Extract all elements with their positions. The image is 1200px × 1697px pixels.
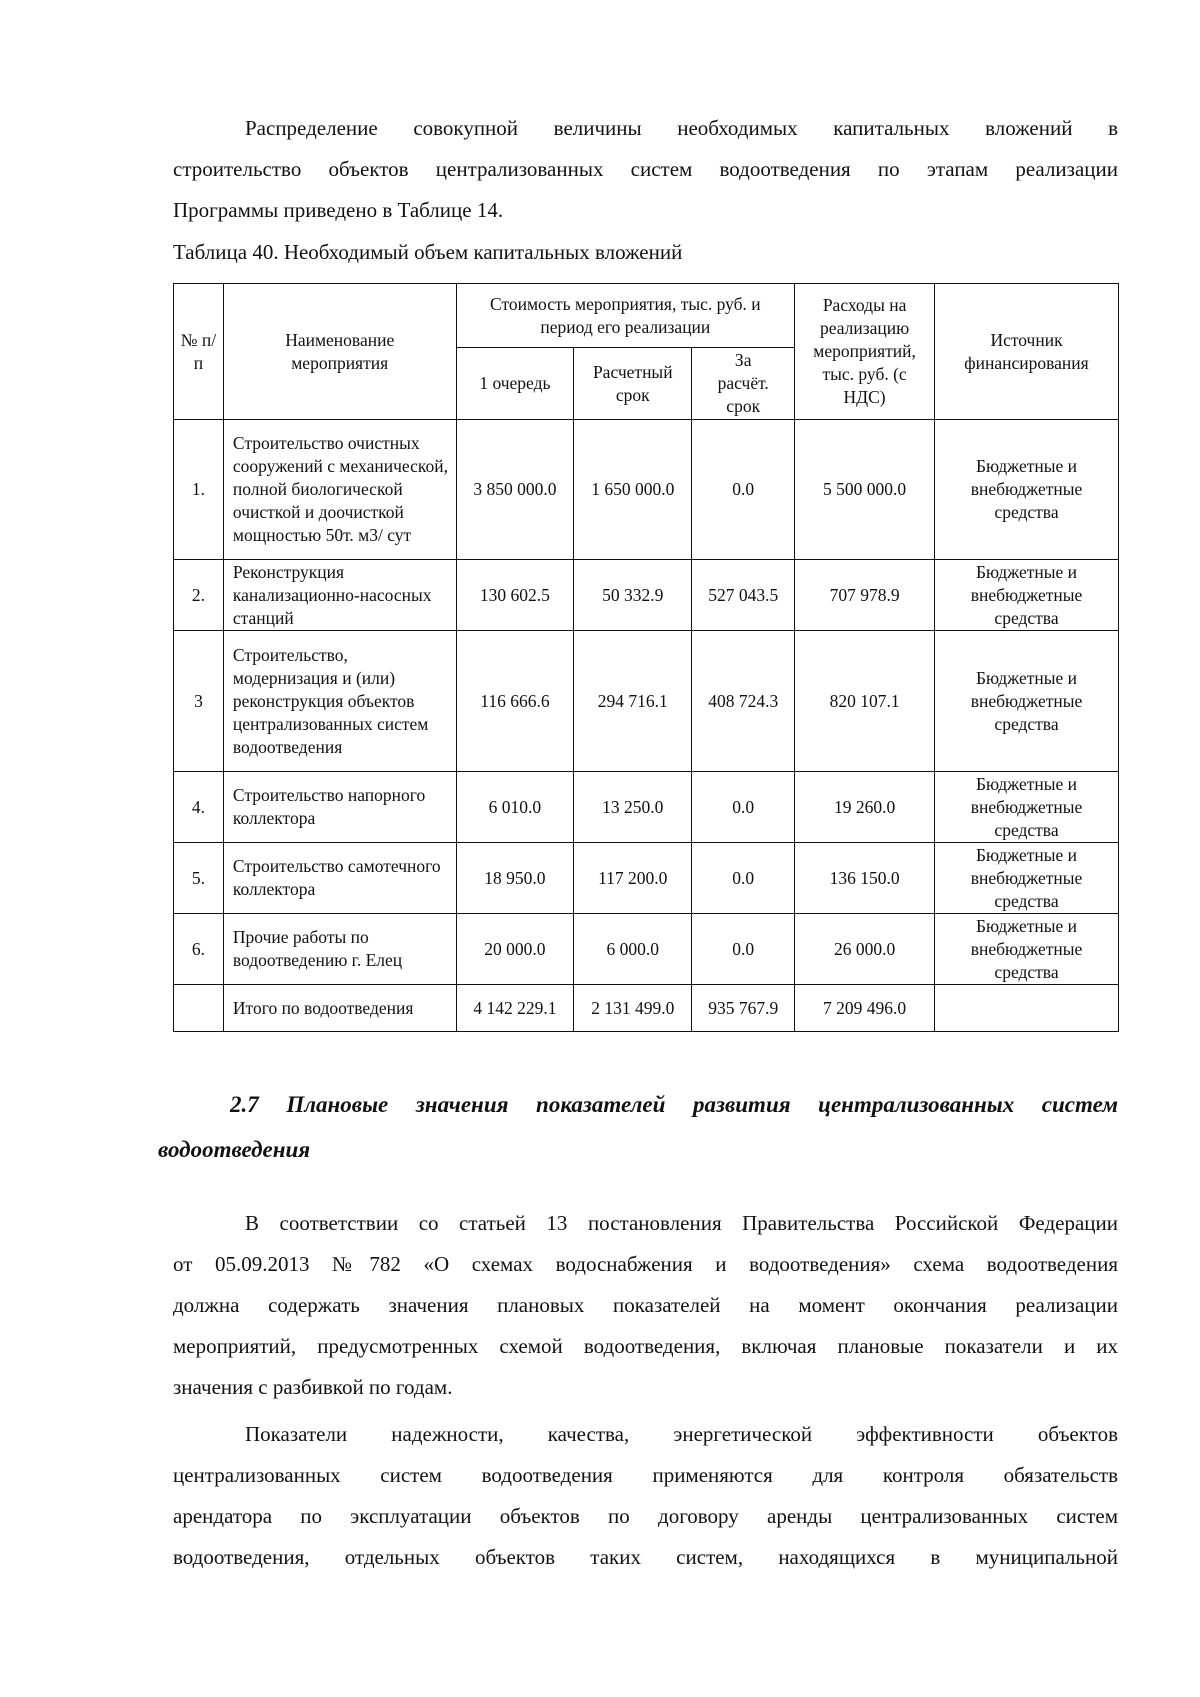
- capital-investment-table: [173, 283, 1119, 1032]
- body-line: мероприятий, предусмотренных схемой водоотведения, включая плановые показатели и их: [173, 1334, 1118, 1358]
- totals-source-empty: [935, 985, 1119, 1032]
- cell-stage1: 130 602.5: [456, 560, 574, 631]
- header-name: Наименование мероприятия: [223, 284, 456, 420]
- body-line: должна содержать значения плановых показателей на момент окончания реализации: [173, 1293, 1118, 1317]
- table-row: [174, 631, 1119, 772]
- header-calc-term: Расчетный срок: [574, 348, 692, 420]
- cell-beyond: 527 043.5: [692, 560, 795, 631]
- body-line: водоотведения, отдельных объектов таких систем, находящихся в муниципальной: [173, 1545, 1118, 1569]
- header-stage1: 1 очередь: [456, 348, 574, 420]
- cell-total: 707 978.9: [795, 560, 935, 631]
- cell-stage1: 18 950.0: [456, 843, 574, 914]
- totals-calc: 2 131 499.0: [574, 985, 692, 1032]
- totals-label: Итого по водоотведения: [223, 985, 456, 1032]
- cell-stage1: 20 000.0: [456, 914, 574, 985]
- cell-source: Бюджетные и внебюджетные средства: [935, 560, 1119, 631]
- cell-calc: 50 332.9: [574, 560, 692, 631]
- body-line: от 05.09.2013 №782 «О схемах водоснабжения и водоотведения» схема водоотведения: [173, 1252, 1118, 1276]
- cell-name: Строительство очистных сооружений с механической, полной биологической очисткой и доочисткой мощностью 50т. м3/ сут: [223, 420, 456, 560]
- cell-calc: 1 650 000.0: [574, 420, 692, 560]
- cell-num: 5.: [174, 843, 224, 914]
- body-line: арендатора по эксплуатации объектов по договору аренды централизованных систем: [173, 1504, 1118, 1528]
- cell-source: Бюджетные и внебюджетные средства: [935, 772, 1119, 843]
- cell-num-empty: [174, 985, 224, 1032]
- cell-num: 1.: [174, 420, 224, 560]
- cell-name: Реконструкция канализационно-насосных станций: [223, 560, 456, 631]
- cell-calc: 294 716.1: [574, 631, 692, 772]
- cell-total: 136 150.0: [795, 843, 935, 914]
- cell-source: Бюджетные и внебюджетные средства: [935, 843, 1119, 914]
- cell-num: 6.: [174, 914, 224, 985]
- cell-source: Бюджетные и внебюджетные средства: [935, 631, 1119, 772]
- cell-name: Строительство напорного коллектора: [223, 772, 456, 843]
- cell-beyond: 0.0: [692, 914, 795, 985]
- cell-source: Бюджетные и внебюджетные средства: [935, 420, 1119, 560]
- intro-line: Распределение совокупной величины необходимых капитальных вложений в: [245, 116, 1118, 140]
- totals-total: 7 209 496.0: [795, 985, 935, 1032]
- cell-num: 2.: [174, 560, 224, 631]
- cell-name: Прочие работы по водоотведению г. Елец: [223, 914, 456, 985]
- cell-calc: 6 000.0: [574, 914, 692, 985]
- body-line: В соответствии со статьей 13 постановления Правительства Российской Федерации: [245, 1211, 1118, 1235]
- table-caption: Таблица 40. Необходимый объем капитальных вложений: [173, 240, 683, 264]
- body-paragraph-1: [173, 1203, 1118, 1408]
- totals-beyond: 935 767.9: [692, 985, 795, 1032]
- table-row: [174, 914, 1119, 985]
- cell-name: Строительство, модернизация и (или) реконструкция объектов централизованных систем водоотведения: [223, 631, 456, 772]
- header-beyond-term: За расчёт. срок: [692, 348, 795, 420]
- table-row: [174, 420, 1119, 560]
- header-total: Расходы на реализацию мероприятий, тыс. руб. (с НДС): [795, 284, 935, 420]
- body-line: значения с разбивкой по годам.: [173, 1375, 453, 1399]
- cell-beyond: 408 724.3: [692, 631, 795, 772]
- cell-name: Строительство самотечного коллектора: [223, 843, 456, 914]
- section-heading-line: водоотведения: [158, 1137, 311, 1162]
- cell-total: 26 000.0: [795, 914, 935, 985]
- body-line: централизованных систем водоотведения применяются для контроля обязательств: [173, 1463, 1118, 1487]
- body-line: Показатели надежности, качества, энергетической эффективности объектов: [245, 1422, 1118, 1446]
- body-paragraph-2: [173, 1414, 1118, 1578]
- cell-beyond: 0.0: [692, 772, 795, 843]
- header-cost-group: Стоимость мероприятия, тыс. руб. и период его реализации: [456, 284, 795, 348]
- cell-stage1: 116 666.6: [456, 631, 574, 772]
- cell-total: 5 500 000.0: [795, 420, 935, 560]
- totals-stage1: 4 142 229.1: [456, 985, 574, 1032]
- intro-paragraph: [173, 108, 1118, 231]
- cell-stage1: 3 850 000.0: [456, 420, 574, 560]
- cell-stage1: 6 010.0: [456, 772, 574, 843]
- cell-beyond: 0.0: [692, 843, 795, 914]
- intro-line: Программы приведено в Таблице 14.: [173, 198, 504, 222]
- cell-num: 3: [174, 631, 224, 772]
- cell-total: 19 260.0: [795, 772, 935, 843]
- cell-source: Бюджетные и внебюджетные средства: [935, 914, 1119, 985]
- intro-line: строительство объектов централизованных систем водоотведения по этапам реализации: [173, 157, 1118, 181]
- table-row: [174, 560, 1119, 631]
- header-source: Источник финансирования: [935, 284, 1119, 420]
- section-heading-line: 2.7 Плановые значения показателей развития централизованных систем: [230, 1092, 1118, 1117]
- totals-row: [174, 985, 1119, 1032]
- table-row: [174, 772, 1119, 843]
- table-row: [174, 843, 1119, 914]
- header-num: № п/п: [174, 284, 224, 420]
- cell-total: 820 107.1: [795, 631, 935, 772]
- cell-beyond: 0.0: [692, 420, 795, 560]
- cell-num: 4.: [174, 772, 224, 843]
- cell-calc: 117 200.0: [574, 843, 692, 914]
- cell-calc: 13 250.0: [574, 772, 692, 843]
- section-heading: [158, 1082, 1118, 1172]
